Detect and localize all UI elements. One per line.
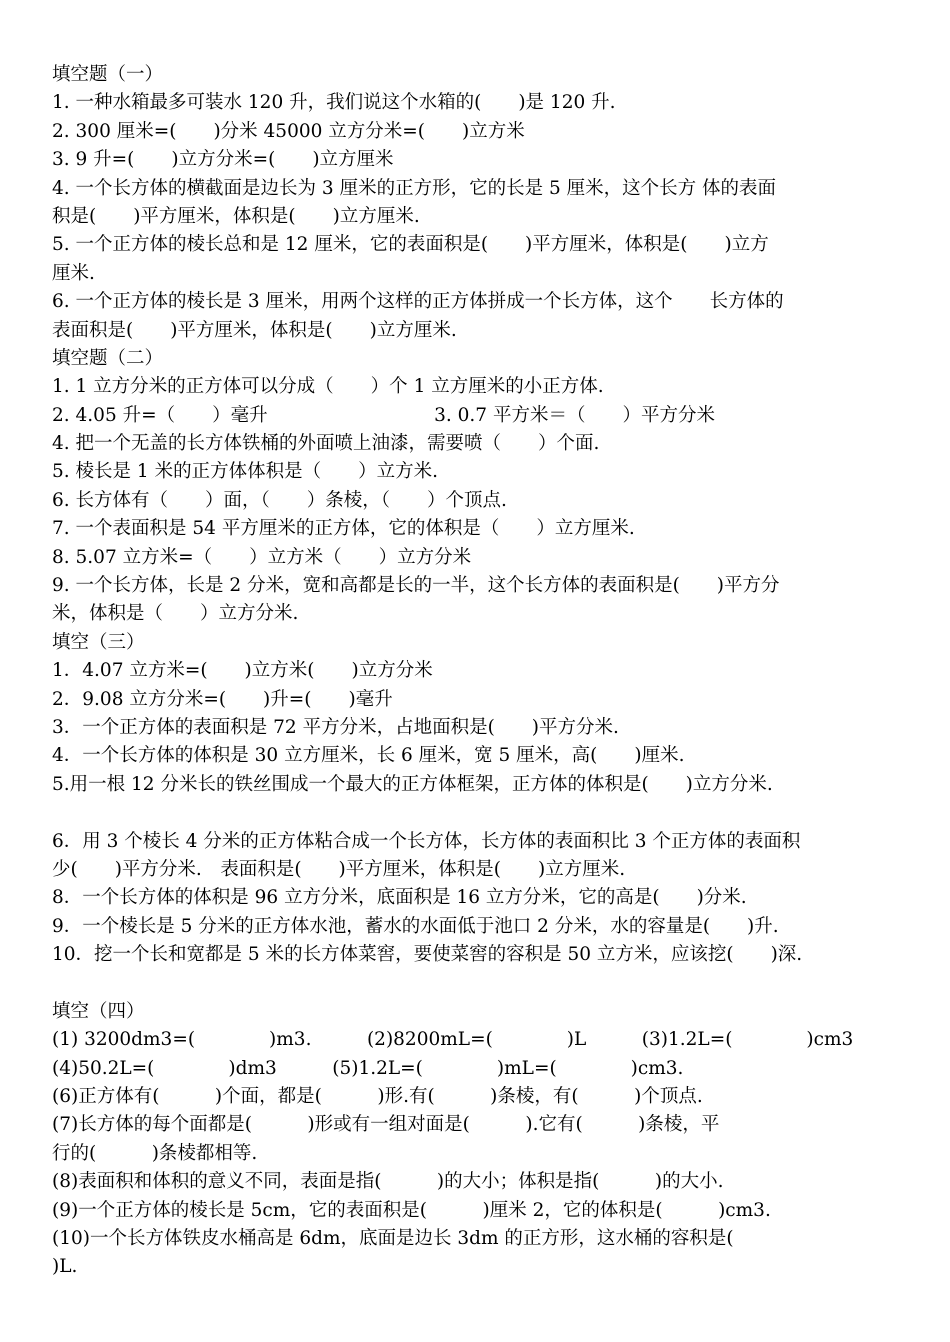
blank-line <box>52 799 902 827</box>
blank-line <box>52 970 902 998</box>
question-line: 8．一个长方体的体积是 96 立方分米，底面积是 16 立方分米，它的高是( )分米. <box>52 887 747 909</box>
question-line: (9)一个正方体的棱长是 5cm，它的表面积是( )厘米 2，它的体积是( )cm3. <box>52 1199 771 1221</box>
question-line: 5.用一根 12 分米长的铁丝围成一个最大的正方体框架，正方体的体积是( )立方分米. <box>52 773 773 795</box>
question-line: (10)一个长方体铁皮水桶高是 6dm，底面是边长 3dm 的正方形，这水桶的容积是( <box>52 1228 734 1250</box>
worksheet-page <box>52 61 902 1282</box>
question-line: (1) 3200dm3=( )m3. (2)8200mL=( )L (3)1.2L=( )cm3 <box>52 1029 854 1051</box>
question-line: (4)50.2L=( )dm3 (5)1.2L=( )mL=( )cm3. <box>52 1057 684 1079</box>
section-title: 填空（四） <box>52 1000 145 1022</box>
question-line: 4. 把一个无盖的长方体铁桶的外面喷上油漆，需要喷（ ）个面. <box>52 433 600 455</box>
question-line: 4．一个长方体的体积是 30 立方厘米，长 6 厘米，宽 5 厘米，高( )厘米. <box>52 745 685 767</box>
question-line: (8)表面积和体积的意义不同，表面是指( )的大小；体积是指( )的大小. <box>52 1171 724 1193</box>
section-title: 填空题（一） <box>52 64 164 85</box>
question-line: 9. 一个长方体，长是 2 分米，宽和高都是长的一半，这个长方体的表面积是( )平方分 <box>52 575 780 597</box>
question-line: 8. 5.07 立方米=（ ）立方米（ ）立方分米 <box>52 546 472 568</box>
question-line: 5. 棱长是 1 米的正方体体积是（ ）立方米. <box>52 461 438 483</box>
question-line: 少( )平方分米. 表面积是( )平方厘米，体积是( )立方厘米. <box>52 858 626 880</box>
question-line: 2．9.08 立方分米=( )升=( )毫升 <box>52 688 393 710</box>
question-line: )L. <box>52 1256 78 1278</box>
question-line: 4. 一个长方体的横截面是边长为 3 厘米的正方形，它的长是 5 厘米，这个长方 体的表面 <box>52 177 776 199</box>
question-line: 6．用 3 个棱长 4 分米的正方体粘合成一个长方体，长方体的表面积比 3 个正方体的表面积 <box>52 830 801 852</box>
question-line: 厘米. <box>52 262 95 284</box>
section-title: 填空题（二） <box>52 347 164 369</box>
question-line: (6)正方体有( )个面，都是( )形.有( )条棱，有( )个顶点. <box>52 1086 703 1108</box>
question-line: 3．一个正方体的表面积是 72 平方分米，占地面积是( )平方分米. <box>52 716 619 738</box>
question-line: 表面积是( )平方厘米，体积是( )立方厘米. <box>52 319 457 341</box>
question-line: 2. 300 厘米=( )分米 45000 立方分米=( )立方米 <box>52 120 525 142</box>
question-line: 1. 1 立方分米的正方体可以分成（ ）个 1 立方厘米的小正方体. <box>52 376 604 398</box>
question-line: (7)长方体的每个面都是( )形或有一组对面是( ).它有( )条棱，平 <box>52 1114 720 1136</box>
question-line: 1. 一种水箱最多可装水 120 升，我们说这个水箱的( )是 120 升. <box>52 92 616 114</box>
question-line: 10．挖一个长和宽都是 5 米的长方体菜窖，要使菜窖的容积是 50 立方米，应该挖( )深. <box>52 944 803 966</box>
question-line: 6. 一个正方体的棱长是 3 厘米，用两个这样的正方体拼成一个长方体，这个 长方体的 <box>52 291 784 313</box>
question-line: 米，体积是（ ）立方分米. <box>52 603 299 625</box>
question-line: 积是( )平方厘米，体积是( )立方厘米. <box>52 205 420 227</box>
section-title: 填空（三） <box>52 631 145 653</box>
question-line: 9．一个棱长是 5 分米的正方体水池，蓄水的水面低于池口 2 分米，水的容量是( )升. <box>52 915 779 937</box>
question-line: 5. 一个正方体的棱长总和是 12 厘米，它的表面积是( )平方厘米，体积是( )立方 <box>52 234 769 256</box>
question-line: 2. 4.05 升=（ ）毫升 3. 0.7 平方米＝（ ）平方分米 <box>52 404 715 426</box>
question-line: 1．4.07 立方米=( )立方米( )立方分米 <box>52 660 433 682</box>
question-line: 3. 9 升=( )立方分米=( )立方厘米 <box>52 149 394 171</box>
question-line: 行的( )条棱都相等. <box>52 1142 258 1164</box>
question-line: 6. 长方体有（ ）面，（ ）条棱，（ ）个顶点. <box>52 489 507 511</box>
question-line: 7. 一个表面积是 54 平方厘米的正方体，它的体积是（ ）立方厘米. <box>52 518 635 540</box>
